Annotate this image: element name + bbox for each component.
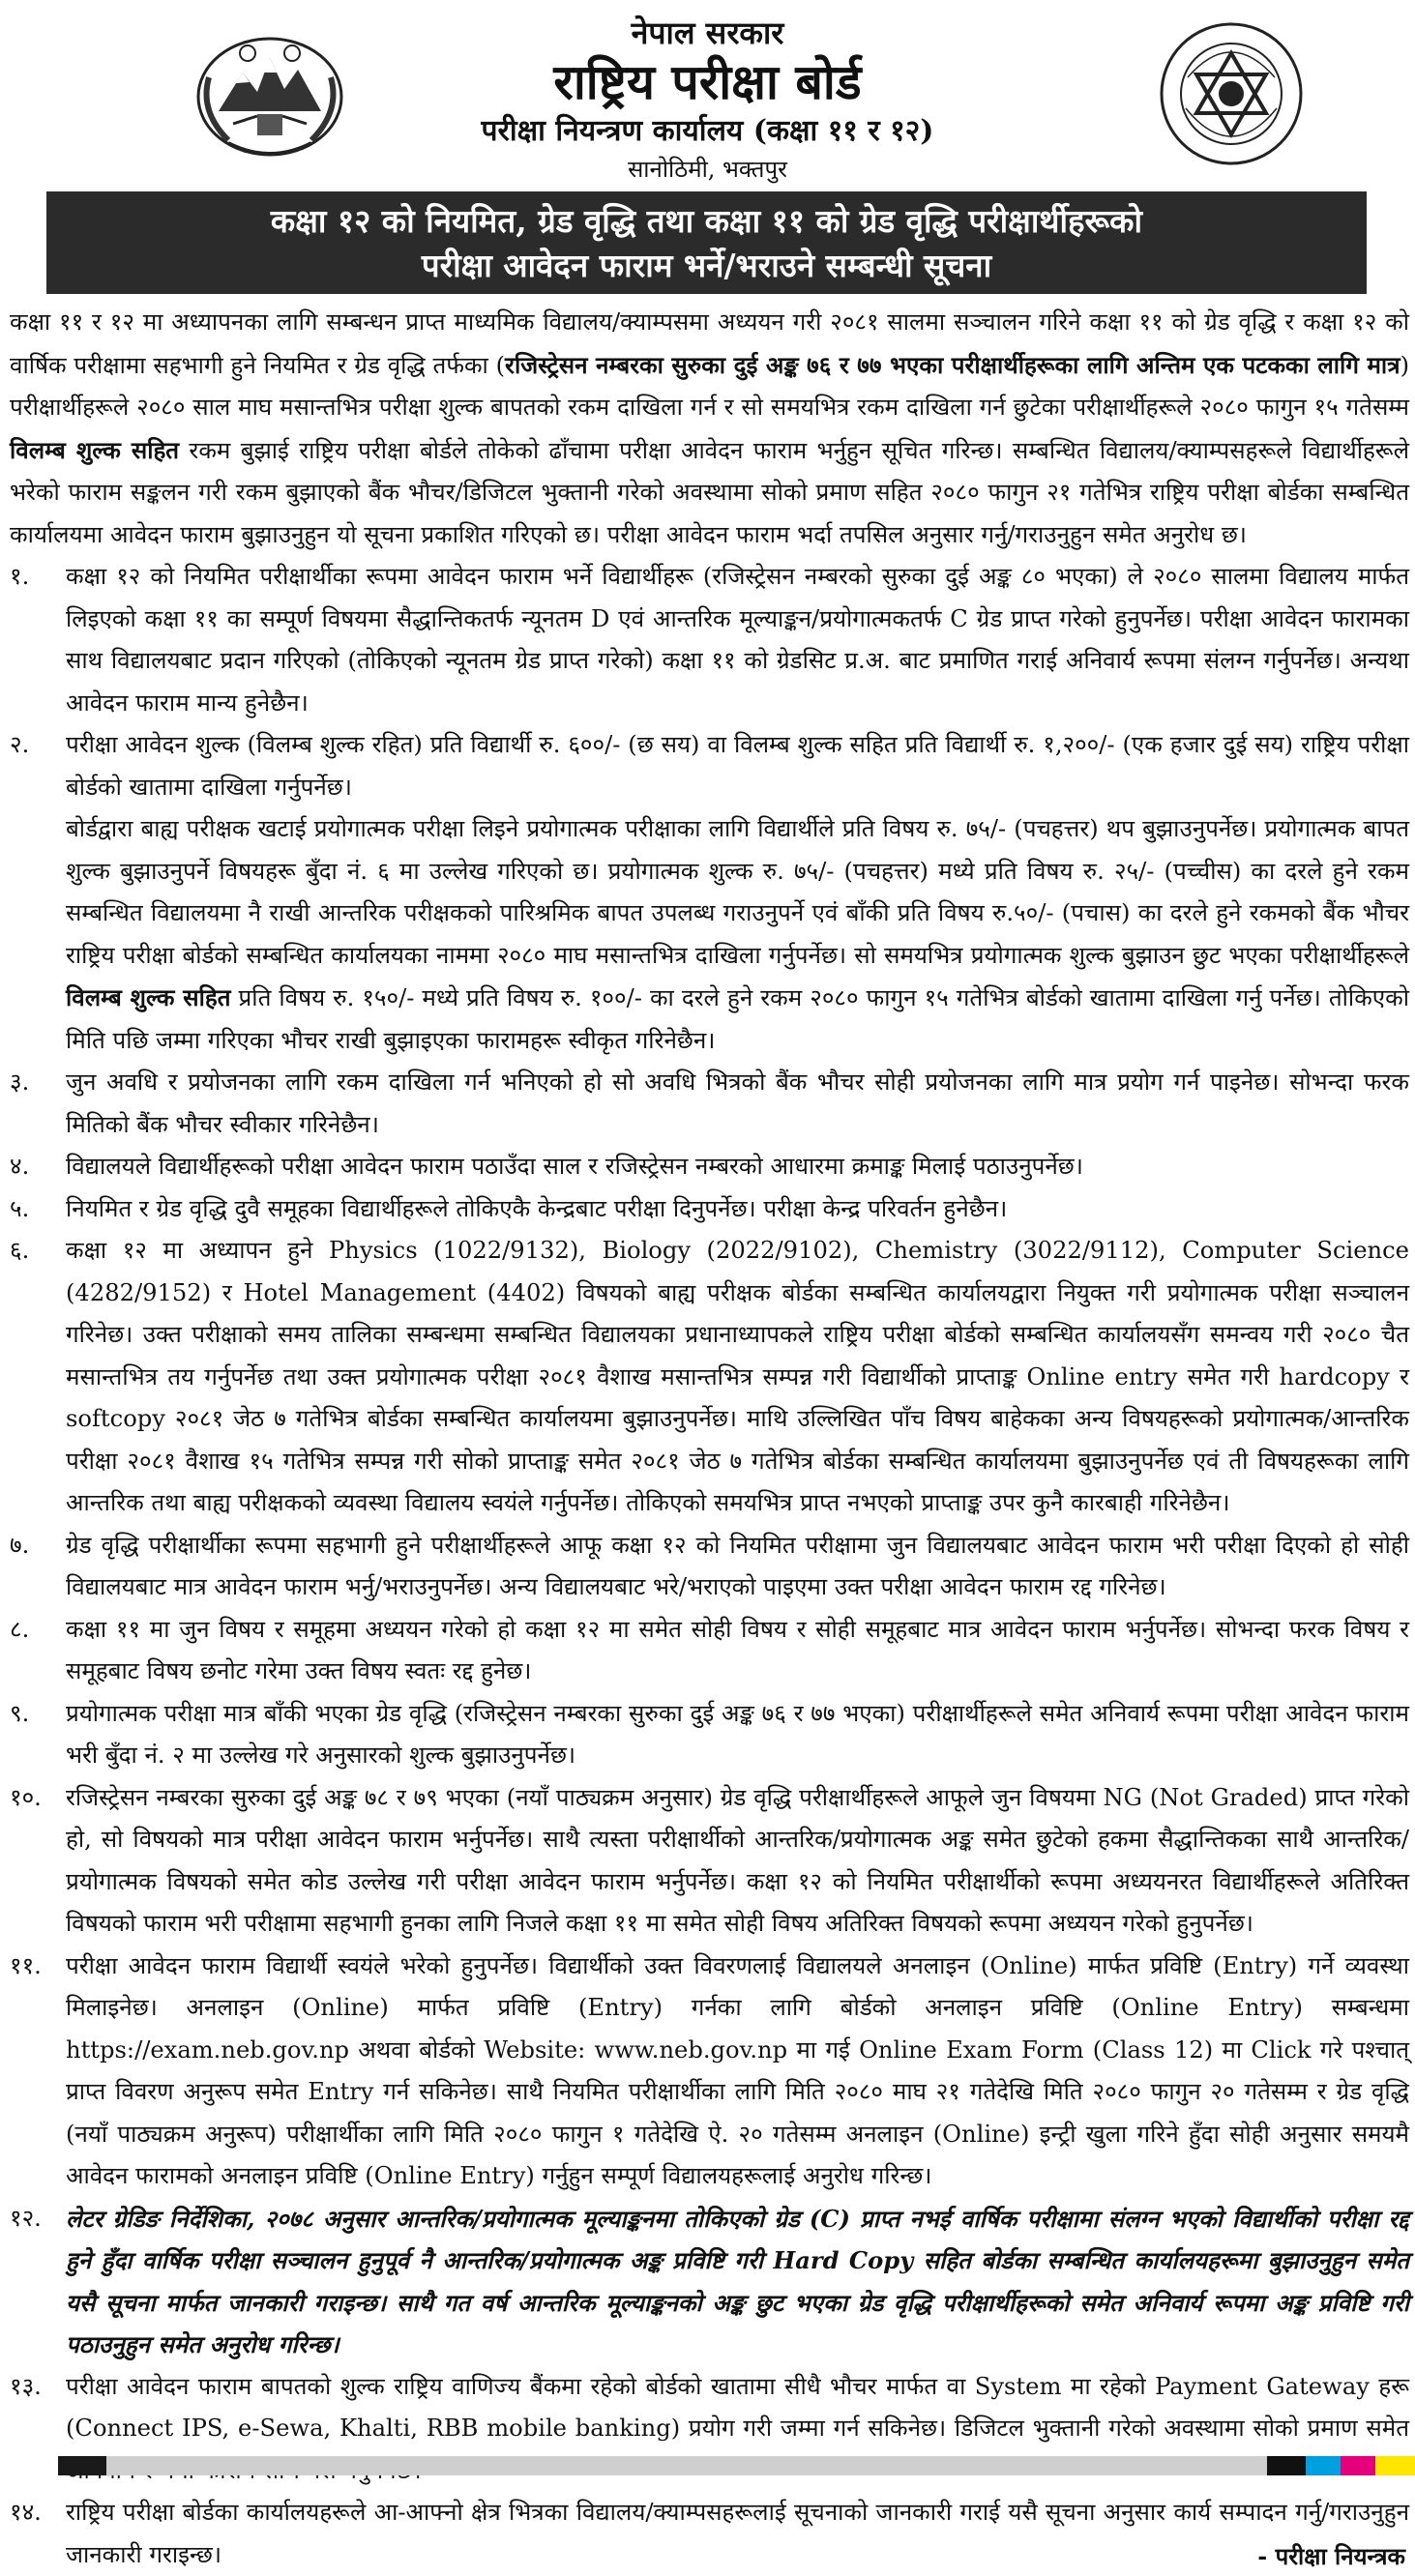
item-text: जुन अवधि र प्रयोजनका लागि रकम दाखिला गर्न भनिएको हो सो अवधि भित्रको बैंक भौचर सोही प्रयोजनका लागि मात्र प्रयोग गर्न पाइनेछ। सोभन्दा फरक मितिको बैंक भौचर स्वीकार गरिनेछैन। (66, 1068, 1409, 1138)
nepal-emblem-icon (190, 19, 350, 164)
item-text: कक्षा १२ को नियमित परीक्षार्थीका रूपमा आवेदन फाराम भर्ने विद्यार्थीहरू (रजिस्ट्रेसन नम्बरको सुरुका दुई अङ्क ८० भएका) ले २०८० सालमा विद्यालय मार्फत लिइएको कक्षा ११ का सम्पूर्ण विषयमा सैद्धान्तिकतर्फ न्यूनतम D एवं आन्तरिक मूल्याङ्कन/प्रयोगात्मकतर्फ C ग्रेड प्राप्त गरेको हुनुपर्नेछ। परीक्षा आवेदन फारामका साथ विद्यालयबाट प्रदान गरिएको (तोकिएको न्यूनतम ग्रेड प्राप्त गरेको) कक्षा ११ को ग्रेडसिट प्र.अ. बाट प्रमाणित गराई अनिवार्य रूपमा संलग्न गर्नुपर्नेछ। अन्यथा आवेदन फाराम मान्य हुनेछैन। (66, 563, 1409, 717)
item-number: १२. (10, 2204, 42, 2232)
item-text: कक्षा १२ मा अध्यापन हुने Physics (1022/9132), Biology (2022/9102), Chemistry (3022/9112), Computer Science (4282/9152) र Hotel Management (4402) विषयको बाह्य परीक्षक बोर्डका सम्बन्धित कार्यालयद्वारा नियुक्त गरी प्रयोगात्मक परीक्षा सञ्चालन गरिनेछ। उक्त परीक्षाको समय तालिका सम्बन्धमा सम्बन्धित विद्यालयका प्रधानाध्यापकले राष्ट्रिय परीक्षा बोर्डको सम्बन्धित कार्यालयसँग समन्वय गरी २०८० चैत मसान्तभित्र तय गर्नुपर्नेछ तथा उक्त प्रयोगात्मक परीक्षा २०८१ वैशाख मसान्तभित्र सम्पन्न गरी विद्यार्थीको प्राप्ताङ्क Online entry समेत गरी hardcopy र softcopy २०८१ जेठ ७ गतेभित्र बोर्डका सम्बन्धित कार्यालयमा बुझाउनुपर्नेछ। माथि उल्लिखित पाँच विषय बाहेकका अन्य विषयहरूको प्रयोगात्मक/आन्तरिक परीक्षा २०८१ वैशाख १५ गतेभित्र सम्पन्न गरी सोको प्राप्ताङ्क समेत २०८१ जेठ ७ गतेभित्र बोर्डका सम्बन्धित कार्यालयमा बुझाउनुपर्नेछ एवं ती विषयहरूका लागि आन्तरिक तथा बाह्य परीक्षकको व्यवस्था विद्यालय स्वयंले गर्नुपर्नेछ। तोकिएको समयभित्र प्राप्त नभएको प्राप्ताङ्क उपर कुनै कारबाही गरिनेछैन। (66, 1237, 1409, 1516)
notice-body (10, 302, 1409, 2576)
item-number: ९. (10, 1699, 30, 1727)
print-color-bar (0, 2456, 1415, 2475)
signature-line: - परीक्षा नियन्त्रक (1257, 2542, 1405, 2570)
item-text: नियमित र ग्रेड वृद्धि दुवै समूहका विद्यार्थीहरूले तोकिएकै केन्द्रबाट परीक्षा दिनुपर्नेछ। परीक्षा केन्द्र परिवर्तन हुनेछैन। (66, 1194, 1008, 1222)
neb-seal-icon (1157, 19, 1306, 168)
item-text: रजिस्ट्रेसन नम्बरका सुरुका दुई अङ्क ७८ र ७९ भएका (नयाँ पाठ्यक्रम अनुसार) ग्रेड वृद्धि परीक्षार्थीहरूले आफूले जुन विषयमा NG (Not Graded) प्राप्त गरेको हो, सो विषयको मात्र परीक्षा आवेदन फाराम भर्नुपर्नेछ। साथै त्यस्ता परीक्षार्थीको आन्तरिक/प्रयोगात्मक अङ्क समेत छुटेको हकमा सैद्धान्तिकका साथै आन्तरिक/प्रयोगात्मक विषयको समेत कोड उल्लेख गरी परीक्षा आवेदन फाराम भर्नुपर्नेछ। कक्षा १२ को नियमित परीक्षार्थीको रूपमा अध्ययनरत विद्यार्थीहरूले अतिरिक्त विषयको फाराम भरी परीक्षामा सहभागी हुनका लागि निजले कक्षा ११ मा समेत सोही विषय अतिरिक्त विषयको रूपमा अध्ययन गरेको हुनुपर्नेछ। (66, 1783, 1409, 1937)
item-text: परीक्षा आवेदन फाराम बापतको शुल्क राष्ट्रिय वाणिज्य बैंकमा रहेको बोर्डको खातामा सीधै भौचर मार्फत वा System मा रहेको Payment Gateway हरू (Connect IPS, e-Sewa, Khalti, RBB mobile banking) प्रयोग गरी जम्मा गर्न सकिनेछ। डिजिटल भुक्तानी गरेको अवस्थामा सोको प्रमाण समेत (66, 2372, 1409, 2442)
item-number: १. (10, 563, 30, 590)
item-number: १०. (10, 1783, 42, 1811)
intro-text-1: कक्षा ११ र १२ मा अध्यापनका लागि सम्बन्धन प्राप्त माध्यमिक विद्यालय/क्याम्पसमा अध्ययन गरी २०८१ सालमा सञ्चालन गरिने कक्षा ११ को ग्रेड वृद्धि र कक्षा १२ को वार्षिक परीक्षामा सहभागी हुने नियमित र ग्रेड वृद्धि तर्फका ( (10, 308, 1409, 379)
item-number: ६. (10, 1237, 30, 1264)
intro-bold-1: रजिस्ट्रेसन नम्बरका सुरुका दुई अङ्क ७६ र ७७ भएका परीक्षार्थीहरूका लागि अन्तिम एक पटकका लागि मात्र (505, 350, 1400, 379)
list-item (10, 1946, 1409, 2198)
color-swatch (1341, 2456, 1375, 2475)
item-number: ४. (10, 1153, 30, 1180)
item-text: प्रयोगात्मक परीक्षा मात्र बाँकी भएका ग्रेड वृद्धि (रजिस्ट्रेसन नम्बरका सुरुका दुई अङ्क ७६ र ७७ भएका) परीक्षार्थीहरूले समेत अनिवार्य रूपमा परीक्षा आवेदन फाराम भरी बुँदा नं. २ मा उल्लेख गरे अनुसारको शुल्क बुझाउनुपर्नेछ। (66, 1699, 1409, 1769)
item-text-2a: बोर्डद्वारा बाह्य परीक्षक खटाई प्रयोगात्मक परीक्षा लिइने प्रयोगात्मक परीक्षाका लागि विद्यार्थीले प्रति विषय रु. ७५/- (पचहत्तर) थप बुझाउनुपर्नेछ। प्रयोगात्मक बापत शुल्क बुझाउनुपर्ने विषयहरू बुँदा नं. ६ मा उल्लेख गरिएको छ। प्रयोगात्मक शुल्क रु. ७५/- (पचहत्तर) मध्ये प्रति विषय रु. २५/- (पच्चीस) का दरले हुने रकम सम्बन्धित विद्यालयमा नै राखी आन्तरिक परीक्षकको पारिश्रमिक बापत उपलब्ध गराउनुपर्ने एवं बाँकी प्रति विषय रु.५०/- (पचास) का दरले हुने रकमको बैंक भौचर राष्ट्रिय परीक्षा बोर्डको सम्बन्धित कार्यालयका नाममा २०८० माघ मसान्तभित्र दाखिला गर्नुपर्नेछ। सो समयभित्र प्रयोगात्मक शुल्क बुझाउन छुट भएका परीक्षार्थीहरूले (66, 815, 1409, 969)
item-number: ८. (10, 1615, 30, 1643)
list-item (10, 2492, 1409, 2576)
item-number: २. (10, 731, 30, 758)
item-text-continued (66, 808, 1409, 1062)
notice-title-banner (46, 191, 1367, 294)
item-text: विद्यालयले विद्यार्थीहरूको परीक्षा आवेदन फाराम पठाउँदा साल र रजिस्ट्रेसन नम्बरको आधारमा क्रमाङ्क मिलाई पठाउनुपर्नेछ। (66, 1153, 1083, 1180)
item-number: ११. (10, 1951, 42, 1979)
color-swatch (58, 2456, 106, 2475)
list-item (10, 1609, 1409, 1693)
list-item (10, 556, 1409, 724)
list-item (10, 1525, 1409, 1609)
item-number: १४. (10, 2499, 42, 2526)
list-item-emphasized (10, 2198, 1409, 2366)
letterhead (0, 0, 1415, 184)
government-name: नेपाल सरकार (631, 15, 784, 51)
item-text: ग्रेड वृद्धि परीक्षार्थीका रूपमा सहभागी हुने परीक्षार्थीहरूले आफू कक्षा १२ को नियमित परीक्षामा जुन विद्यालयबाट आवेदन फाराम भरी परीक्षा दिएको हो सोही विद्यालयबाट मात्र आवेदन फाराम भर्नु/भराउनुपर्नेछ। अन्य विद्यालयबाट भरे/भराएको पाइएमा उक्त परीक्षा आवेदन फाराम रद्द गरिनेछ। (66, 1531, 1409, 1600)
office-name: परीक्षा नियन्त्रण कार्यालय (कक्षा ११ र १२) (481, 114, 934, 148)
item-text-group (66, 724, 1409, 1062)
item-text: परीक्षा आवेदन शुल्क (विलम्ब शुल्क रहित) प्रति विद्यार्थी रु. ६००/- (छ सय) वा विलम्ब शुल्क सहित प्रति विद्यार्थी रु. १,२००/- (एक हजार दुई सय) राष्ट्रिय परीक्षा बोर्डको खातामा दाखिला गर्नुपर्नेछ। (66, 731, 1409, 801)
color-swatch (0, 2456, 58, 2475)
item-text-2c: प्रति विषय रु. १५०/- मध्ये प्रति विषय रु. १००/- का दरले हुने रकम २०८० फागुन १५ गतेभित्र बोर्डको खातामा दाखिला गर्नु पर्नेछ। तोकिएको मिति पछि जम्मा गरिएका भौचर राखी बुझाइएका फारामहरू स्वीकृत गरिनेछैन। (66, 984, 1409, 1054)
intro-bold-2: विलम्ब शुल्क सहित (10, 435, 180, 464)
notice-title-line-1: कक्षा १२ को नियमित, ग्रेड वृद्धि तथा कक्षा ११ को ग्रेड वृद्धि परीक्षार्थीहरूको (270, 202, 1143, 240)
item-text-2b-bold: विलम्ब शुल्क सहित (66, 983, 231, 1011)
notice-title-line-2: परीक्षा आवेदन फाराम भर्ने/भराउने सम्बन्धी सूचना (421, 247, 992, 284)
letterhead-text (387, 14, 1028, 186)
item-number: १३. (10, 2372, 42, 2400)
list-item (10, 1188, 1409, 1231)
item-number: ५. (10, 1194, 30, 1222)
color-swatch (106, 2456, 1267, 2475)
item-number: ३. (10, 1068, 30, 1096)
color-swatch (1306, 2456, 1341, 2475)
list-item (10, 1062, 1409, 1146)
list-item (10, 1777, 1409, 1946)
item-text-emphasized: लेटर ग्रेडिङ निर्देशिका, २०७८ अनुसार आन्तरिक/प्रयोगात्मक मूल्याङ्कनमा तोकिएको ग्रेड (C) प्राप्त नभई वार्षिक परीक्षामा संलग्न भएको विद्यार्थीको परीक्षा रद्द हुने हुँदा वार्षिक परीक्षा सञ्चालन हुनुपूर्व नै आन्तरिक/प्रयोगात्मक अङ्क प्रविष्टि गरी Hard Copy सहित बोर्डका सम्बन्धित कार्यालयहरूमा बुझाउनुहुन समेत यसै सूचना मार्फत जानकारी गराइन्छ। साथै गत वर्ष आन्तरिक मूल्याङ्कनको अङ्क छुट भएका ग्रेड वृद्धि परीक्षार्थीहरूको समेत अनिवार्य रूपमा अङ्क प्रविष्टि गरी पठाउनुहुन समेत अनुरोध गरिन्छ। (66, 2204, 1409, 2358)
office-address: सानोठिमी, भक्तपुर (628, 156, 787, 183)
item-text: कक्षा ११ मा जुन विषय र समूहमा अध्ययन गरेको हो कक्षा १२ मा समेत सोही विषय र सोही समूहबाट मात्र आवेदन फाराम भर्नुपर्नेछ। सोभन्दा फरक विषय र समूहबाट विषय छनोट गरेमा उक्त विषय स्वतः रद्द हुनेछ। (66, 1615, 1409, 1684)
item-number: ७. (10, 1531, 30, 1559)
color-swatch (1267, 2456, 1306, 2475)
intro-text-3: रकम बुझाई राष्ट्रिय परीक्षा बोर्डले तोकेको ढाँचामा परीक्षा आवेदन फाराम भर्नुहुन सूचित गरिन्छ। सम्बन्धित विद्यालय/क्याम्पसहरूले विद्यार्थीहरूले भरेको फाराम सङ्कलन गरी रकम बुझाएको बैंक भौचर/डिजिटल भुक्तानी गरेको अवस्थामा सोको प्रमाण सहित २०८० फागुन २१ गतेभित्र राष्ट्रिय परीक्षा बोर्डका सम्बन्धित कार्यालयमा आवेदन फाराम बुझाउनुहुन यो सूचना प्रकाशित गरिएको छ। परीक्षा आवेदन फाराम भर्दा तपसिल अनुसार गर्नु/गराउनुहुन समेत अनुरोध छ। (10, 436, 1409, 548)
intro-text-2: ) परीक्षार्थीहरूले २०८० साल माघ मसान्तभित्र परीक्षा शुल्क बापतको रकम दाखिला गर्न र सो समयभित्र रकम दाखिला गर्न छुटेका परीक्षार्थीहरूले २०८० फागुन १५ गतेसम्म (10, 351, 1409, 421)
item-text: राष्ट्रिय परीक्षा बोर्डका कार्यालयहरूले आ-आफ्नो क्षेत्र भित्रका विद्यालय/क्याम्पसहरूलाई सूचनाको जानकारी गराई यसै सूचना अनुसार कार्य सम्पादन गर्नु/गराउनुहुन जानकारी गराइन्छ। (66, 2499, 1409, 2568)
board-name: राष्ट्रिय परीक्षा बोर्ड (553, 53, 862, 110)
list-item (10, 1146, 1409, 1188)
instruction-list (10, 556, 1409, 2576)
item-text: परीक्षा आवेदन फाराम विद्यार्थी स्वयंले भरेको हुनुपर्नेछ। विद्यार्थीको उक्त विवरणलाई विद्यालयले अनलाइन (Online) मार्फत प्रविष्टि (Entry) गर्ने व्यवस्था मिलाइनेछ। अनलाइन (Online) मार्फत प्रविष्टि (Entry) गर्नका लागि बोर्डको अनलाइन प्रविष्टि (Online Entry) सम्बन्धमा https://exam.neb.gov.np अथवा बोर्डको Website: www.neb.gov.np मा गई Online Exam Form (Class 12) मा Click गरे पश्चात् प्राप्त विवरण अनुरूप समेत Entry गर्न सकिनेछ। साथै नियमित परीक्षार्थीका लागि मिति २०८० माघ २१ गतेदेखि मिति २०८० फागुन २० गतेसम्म र ग्रेड वृद्धि (नयाँ पाठ्यक्रम अनुरूप) परीक्षार्थीका लागि मिति २०८० फागुन १ गतेदेखि ऐ. २० गतेसम्म अनलाइन (Online) इन्ट्री खुला गरिने हुँदा सोही अनुसार समयमै आवेदन फारामको अनलाइन प्रविष्टि (Online Entry) गर्नुहुन सम्पूर्ण विद्यालयहरूलाई अनुरोध गरिन्छ। (66, 1951, 1409, 2189)
intro-paragraph (10, 302, 1409, 556)
list-item (10, 724, 1409, 1062)
color-swatch (1375, 2456, 1415, 2475)
list-item (10, 1230, 1409, 1525)
list-item (10, 1693, 1409, 1777)
